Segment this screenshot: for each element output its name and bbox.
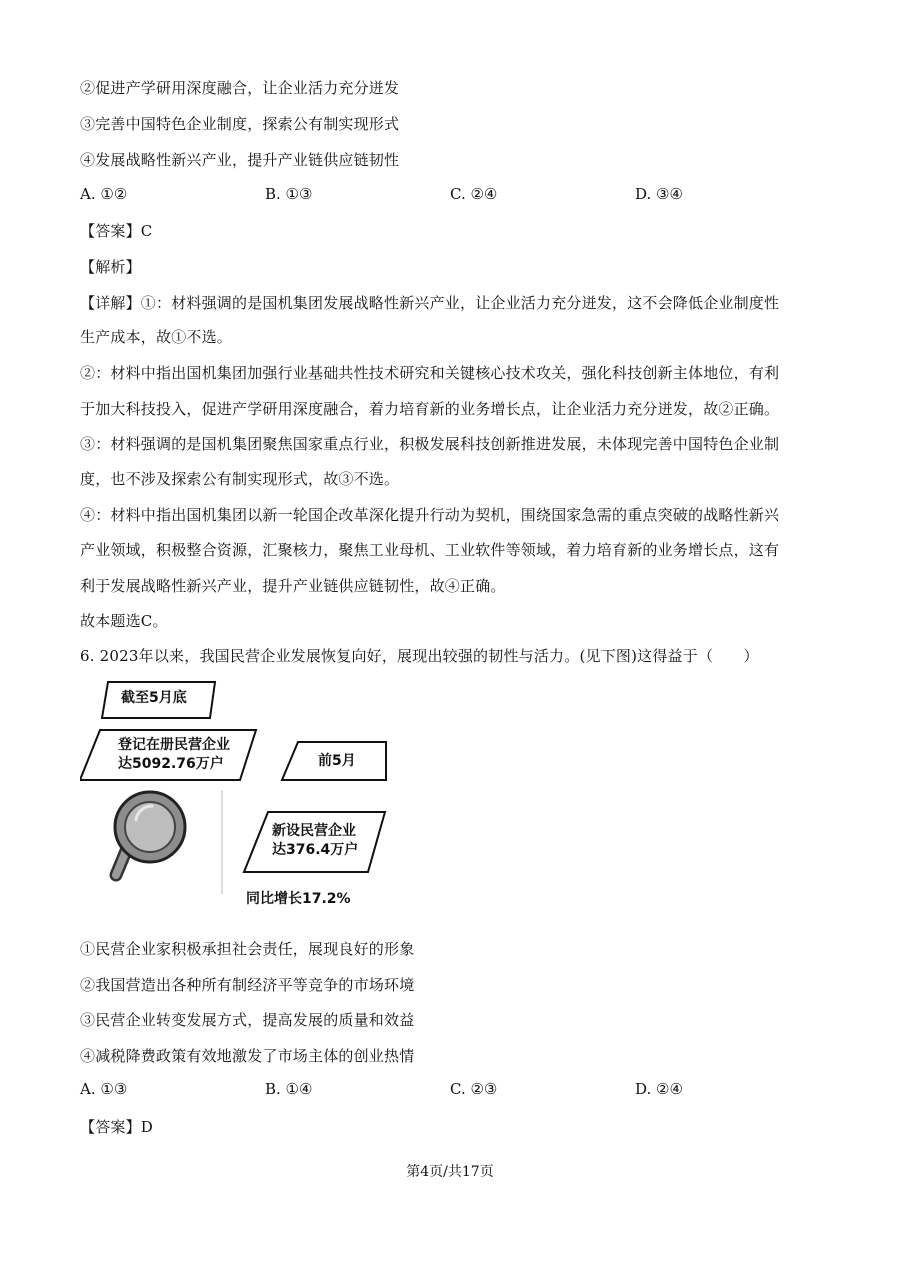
q5-option-d: D. ③④ <box>635 185 683 203</box>
q5-answer: 【答案】C <box>80 222 153 240</box>
cutoff-label: 截至5月底 <box>121 690 187 706</box>
q5-analysis-line-9: 利于发展战略性新兴产业，提升产业链供应链韧性，故④正确。 <box>80 577 506 595</box>
new-label-2: 达376.4万户 <box>272 842 359 858</box>
q6-item-2: ②我国营造出各种所有制经济平等竞争的市场环境 <box>80 976 415 994</box>
page-footer: 第4页/共17页 <box>406 1164 494 1180</box>
q5-item-4: ④发展战略性新兴产业，提升产业链供应链韧性 <box>80 151 400 169</box>
registered-label-2: 达5092.76万户 <box>118 756 224 772</box>
q5-option-c: C. ②④ <box>450 185 498 203</box>
q6-option-b: B. ①④ <box>265 1080 313 1098</box>
q6-item-3: ③民营企业转变发展方式，提高发展的质量和效益 <box>80 1011 415 1029</box>
q6-stem: 6. 2023年以来，我国民营企业发展恢复向好，展现出较强的韧性与活力。(见下图)这得益于（ ） <box>80 647 759 665</box>
q5-analysis-line-5: ③：材料强调的是国机集团聚焦国家重点行业，积极发展科技创新推进发展，未体现完善中国特色企业制 <box>80 435 780 453</box>
registered-label-1: 登记在册民营企业 <box>118 737 230 753</box>
new-label-1: 新设民营企业 <box>272 823 356 839</box>
q5-analysis-line-4: 于加大科技投入，促进产学研用深度融合，着力培育新的业务增长点，让企业活力充分迸发，故②正确。 <box>80 400 780 418</box>
q5-analysis-line-3: ②：材料中指出国机集团加强行业基础共性技术研究和关键核心技术攻关，强化科技创新主体地位，有利 <box>80 364 780 382</box>
q5-analysis-label: 【解析】 <box>80 258 141 276</box>
q6-option-c: C. ②③ <box>450 1080 498 1098</box>
q5-analysis-line-6: 度，也不涉及探索公有制实现形式，故③不选。 <box>80 470 400 488</box>
q6-option-a: A. ①③ <box>80 1080 128 1098</box>
q5-item-3: ③完善中国特色企业制度，探索公有制实现形式 <box>80 115 400 133</box>
q5-item-2: ②促进产学研用深度融合，让企业活力充分迸发 <box>80 79 400 97</box>
q5-analysis-line-10: 故本题选C。 <box>80 612 168 630</box>
infographic-shapes <box>80 672 420 912</box>
q5-analysis-line-8: 产业领域，积极整合资源，汇聚核力，聚焦工业母机、工业软件等领域，着力培育新的业务增长点，这有 <box>80 541 780 559</box>
q5-analysis-line-1: 【详解】①：材料强调的是国机集团发展战略性新兴产业，让企业活力充分迸发，这不会降低企业制度性 <box>80 294 780 312</box>
first5-label: 前5月 <box>318 753 356 769</box>
q6-item-4: ④减税降费政策有效地激发了市场主体的创业热情 <box>80 1047 415 1065</box>
q6-infographic <box>80 672 420 912</box>
q5-analysis-line-7: ④：材料中指出国机集团以新一轮国企改革深化提升行动为契机，围绕国家急需的重点突破的战略性新兴 <box>80 506 780 524</box>
q6-answer: 【答案】D <box>80 1118 154 1136</box>
q6-item-1: ①民营企业家积极承担社会责任，展现良好的形象 <box>80 940 415 958</box>
q6-option-d: D. ②④ <box>635 1080 683 1098</box>
magnifier-icon <box>115 792 185 875</box>
q5-option-a: A. ①② <box>80 185 128 203</box>
growth-label: 同比增长17.2% <box>246 891 351 907</box>
q5-option-b: B. ①③ <box>265 185 313 203</box>
q5-analysis-line-2: 生产成本，故①不选。 <box>80 328 233 346</box>
